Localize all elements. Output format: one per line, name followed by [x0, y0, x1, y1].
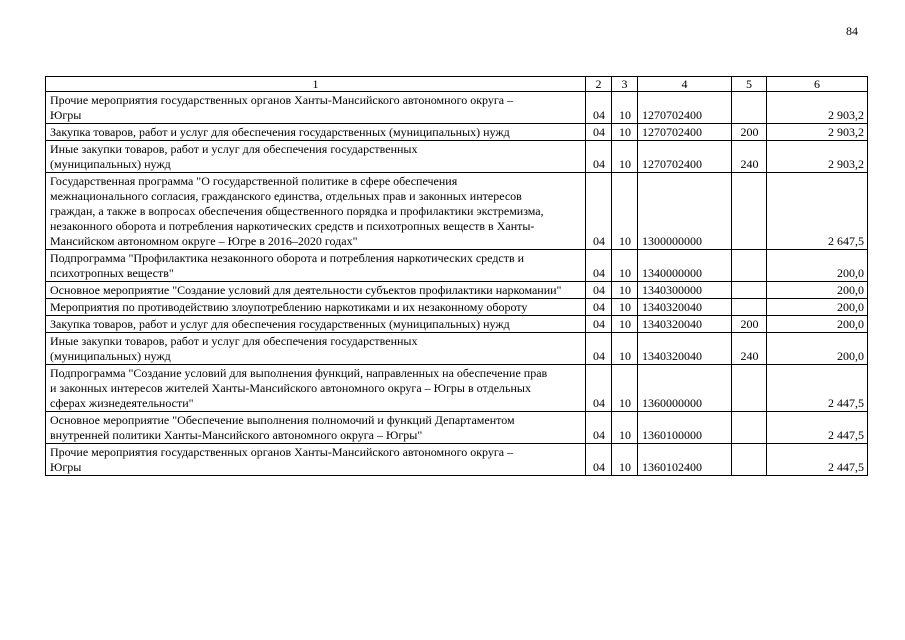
- row-expense-type: [732, 92, 767, 124]
- row-section: 04: [586, 124, 612, 141]
- row-target-code: 1300000000: [638, 173, 732, 250]
- table-row: [46, 282, 868, 299]
- row-subsection: 10: [612, 124, 638, 141]
- row-section: 04: [586, 444, 612, 476]
- row-section: 04: [586, 250, 612, 282]
- row-name: Закупка товаров, работ и услуг для обеспечения государственных (муниципальных) нужд: [46, 316, 586, 333]
- column-header: 2: [586, 77, 612, 92]
- row-name: Основное мероприятие "Обеспечение выполнения полномочий и функций Департаментом внутренней политики Ханты-Мансийского автономного округа – Югры": [46, 412, 586, 444]
- table-row: [46, 412, 868, 444]
- row-name: Иные закупки товаров, работ и услуг для обеспечения государственных (муниципальных) нужд: [46, 333, 586, 365]
- row-section: 04: [586, 173, 612, 250]
- row-section: 04: [586, 333, 612, 365]
- row-target-code: 1270702400: [638, 92, 732, 124]
- row-expense-type: 240: [732, 141, 767, 173]
- row-section: 04: [586, 282, 612, 299]
- row-name: Подпрограмма "Профилактика незаконного оборота и потребления наркотических средств и психотропных веществ": [46, 250, 586, 282]
- row-subsection: 10: [612, 173, 638, 250]
- row-expense-type: [732, 365, 767, 412]
- table-row: [46, 299, 868, 316]
- row-target-code: 1270702400: [638, 141, 732, 173]
- row-target-code: 1340320040: [638, 299, 732, 316]
- row-amount: 2 903,2: [767, 92, 868, 124]
- table-header-row: [46, 77, 868, 92]
- row-subsection: 10: [612, 299, 638, 316]
- table-row: [46, 444, 868, 476]
- row-subsection: 10: [612, 333, 638, 365]
- row-name: Прочие мероприятия государственных органов Ханты-Мансийского автономного округа – Югры: [46, 444, 586, 476]
- row-target-code: 1360100000: [638, 412, 732, 444]
- row-name: Государственная программа "О государственной политике в сфере обеспечения межнационального согласия, гражданского единства, отдельных прав и законных интересов граждан, а также в вопросах обеспечения общественного порядка и профилактики экстремизма, незаконного оборота и потребления наркотических средств и психотропных веществ в Ханты-Мансийском автономном округе – Югре в 2016–2020 годах": [46, 173, 586, 250]
- row-section: 04: [586, 316, 612, 333]
- row-section: 04: [586, 365, 612, 412]
- row-amount: 2 903,2: [767, 124, 868, 141]
- row-name: Прочие мероприятия государственных органов Ханты-Мансийского автономного округа – Югры: [46, 92, 586, 124]
- row-amount: 200,0: [767, 250, 868, 282]
- row-target-code: 1340320040: [638, 333, 732, 365]
- row-name: Основное мероприятие "Создание условий для деятельности субъектов профилактики наркомании": [46, 282, 586, 299]
- row-target-code: 1340000000: [638, 250, 732, 282]
- row-section: 04: [586, 141, 612, 173]
- row-amount: 2 447,5: [767, 412, 868, 444]
- column-header: 4: [638, 77, 732, 92]
- column-header: 6: [767, 77, 868, 92]
- row-section: 04: [586, 92, 612, 124]
- row-amount: 2 903,2: [767, 141, 868, 173]
- page-number: 84: [846, 24, 858, 38]
- row-subsection: 10: [612, 250, 638, 282]
- row-expense-type: 200: [732, 124, 767, 141]
- row-section: 04: [586, 299, 612, 316]
- column-header: 5: [732, 77, 767, 92]
- row-amount: 200,0: [767, 282, 868, 299]
- row-subsection: 10: [612, 412, 638, 444]
- table-row: [46, 141, 868, 173]
- row-subsection: 10: [612, 365, 638, 412]
- table-row: [46, 250, 868, 282]
- row-amount: 2 447,5: [767, 444, 868, 476]
- row-subsection: 10: [612, 444, 638, 476]
- row-subsection: 10: [612, 316, 638, 333]
- row-target-code: 1340320040: [638, 316, 732, 333]
- budget-table: [45, 76, 868, 476]
- row-amount: 200,0: [767, 299, 868, 316]
- row-expense-type: 200: [732, 316, 767, 333]
- row-name: Иные закупки товаров, работ и услуг для обеспечения государственных (муниципальных) нужд: [46, 141, 586, 173]
- row-name: Подпрограмма "Создание условий для выполнения функций, направленных на обеспечение прав и законных интересов жителей Ханты-Мансийского автономного округа – Югры в отдельных сферах жизнедеятельности": [46, 365, 586, 412]
- table-row: [46, 333, 868, 365]
- table-row: [46, 124, 868, 141]
- row-amount: 2 447,5: [767, 365, 868, 412]
- table-row: [46, 316, 868, 333]
- row-subsection: 10: [612, 141, 638, 173]
- column-header: 3: [612, 77, 638, 92]
- table-row: [46, 92, 868, 124]
- row-subsection: 10: [612, 92, 638, 124]
- row-name: Закупка товаров, работ и услуг для обеспечения государственных (муниципальных) нужд: [46, 124, 586, 141]
- row-expense-type: [732, 282, 767, 299]
- row-expense-type: [732, 412, 767, 444]
- row-amount: 200,0: [767, 333, 868, 365]
- row-expense-type: [732, 250, 767, 282]
- row-target-code: 1270702400: [638, 124, 732, 141]
- row-target-code: 1340300000: [638, 282, 732, 299]
- table-row: [46, 365, 868, 412]
- column-header: 1: [46, 77, 586, 92]
- row-target-code: 1360000000: [638, 365, 732, 412]
- row-expense-type: [732, 173, 767, 250]
- row-section: 04: [586, 412, 612, 444]
- row-name: Мероприятия по противодействию злоупотреблению наркотиками и их незаконному обороту: [46, 299, 586, 316]
- row-expense-type: 240: [732, 333, 767, 365]
- row-target-code: 1360102400: [638, 444, 732, 476]
- row-amount: 2 647,5: [767, 173, 868, 250]
- row-amount: 200,0: [767, 316, 868, 333]
- row-subsection: 10: [612, 282, 638, 299]
- row-expense-type: [732, 299, 767, 316]
- row-expense-type: [732, 444, 767, 476]
- table-row: [46, 173, 868, 250]
